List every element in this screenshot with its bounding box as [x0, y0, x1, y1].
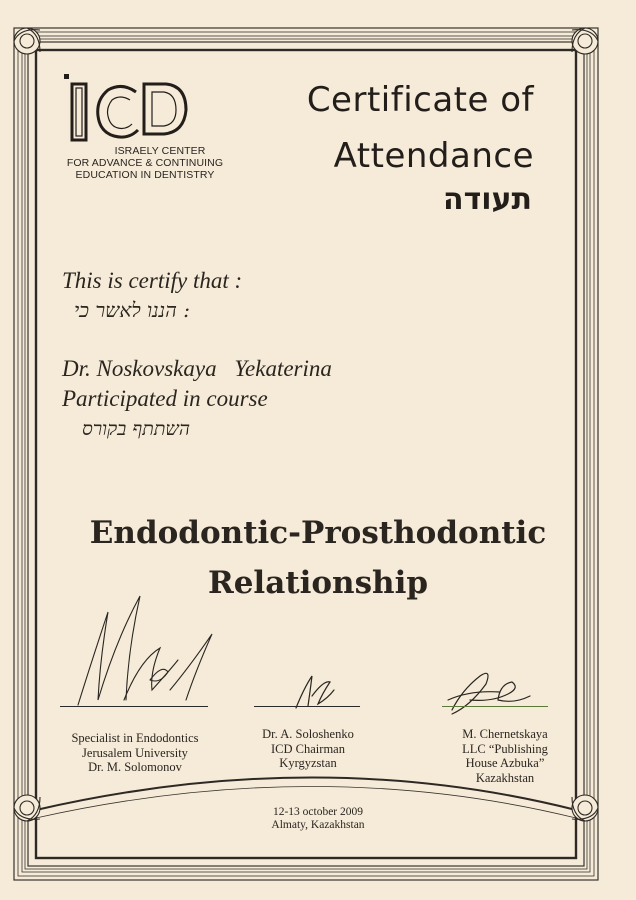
event-date-location [218, 806, 418, 832]
participated-text-hebrew: השתתף בקורס [82, 418, 190, 440]
signatory-3 [430, 727, 580, 785]
recipient-first-name: Noskovskaya [96, 356, 217, 381]
signatory-2-line-1: Dr. A. Soloshenko [262, 727, 354, 741]
course-title-line-1: Endodontic-Prosthodontic [89, 515, 547, 551]
certify-text: This is certify that : [62, 268, 243, 293]
logo-caption-line-3: EDUCATION IN DENTISTRY [75, 169, 215, 181]
signature-line-3 [442, 706, 548, 707]
signatory-3-line-3: House Azbuka” [465, 756, 545, 770]
signatory-1-line-3: Dr. M. Solomonov [88, 760, 182, 774]
signatory-1-line-1: Specialist in Endodontics [71, 731, 199, 745]
signatory-3-line-4: Kazakhstan [475, 770, 535, 785]
signature-soloshenko [296, 676, 334, 708]
logo-caption-line-2: FOR ADVANCE & CONTINUING [66, 157, 224, 169]
participated-text: Participated in course [62, 386, 268, 411]
signature-line-1 [60, 706, 208, 707]
signatory-2-line-3: Kyrgyzstan [279, 756, 337, 770]
signature-chernetskaya [448, 673, 530, 714]
logo-caption-line-1: ISRAELY CENTER [114, 145, 206, 157]
event-date: 12-13 october 2009 [272, 806, 364, 818]
signature-line-2 [254, 706, 360, 707]
signatory-3-line-1: M. Chernetskaya [462, 727, 548, 741]
signatory-2-line-2: ICD Chairman [271, 741, 345, 756]
recipient-title: Dr. [62, 356, 91, 381]
signatory-1 [50, 731, 220, 775]
signatory-2 [238, 727, 378, 771]
course-title-line-2: Relationship [207, 565, 429, 601]
title-line-1: Certificate of [306, 80, 534, 120]
signature-solomonov [78, 596, 212, 705]
signatory-3-line-2: LLC “Publishing [462, 741, 548, 756]
title-line-2: Attendance [333, 136, 534, 176]
title-hebrew: תעודה [442, 182, 532, 217]
recipient-last-name: Yekaterina [234, 356, 332, 381]
signatory-1-line-2: Jerusalem University [82, 745, 188, 760]
certify-text-hebrew: : הננו לאשר כי [73, 298, 190, 322]
event-location: Almaty, Kazakhstan [271, 819, 365, 831]
